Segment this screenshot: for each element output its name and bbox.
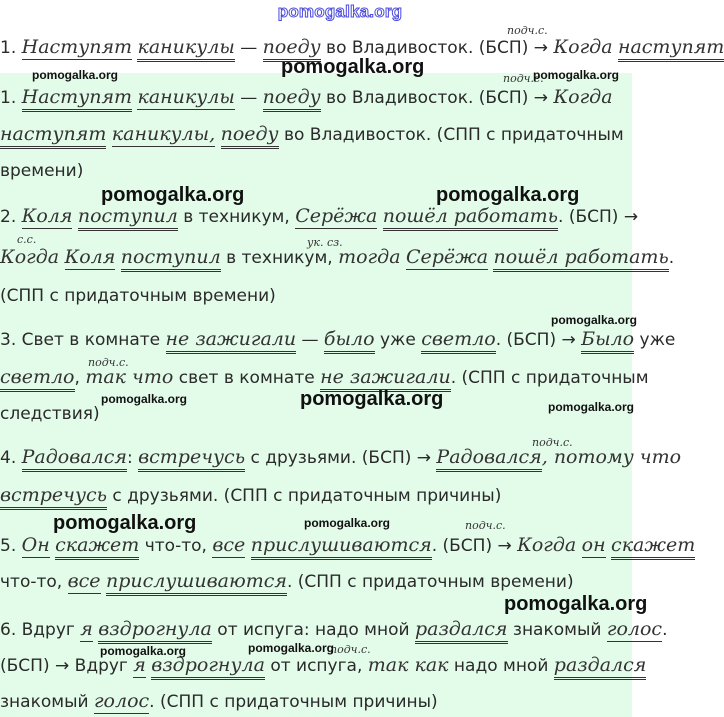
item-4-line-1: 4. Радовался: встречусь с друзьями. (БСП) → Радовался, потому что [0, 446, 681, 469]
item-5-line-1: 5. Он скажет что-то, все прислушиваются. (БСП) → Когда он скажет [0, 534, 695, 557]
item-2-line-1: 2. Коля поступил в техникум, Серёжа пошёл работать. (БСП) → [0, 205, 638, 228]
clause-note: подч.с. [532, 436, 573, 449]
item-3-line-2: светло, так что свет в комнате не зажигали. (СПП с придаточным [0, 366, 649, 389]
watermark: pomogalka.org [32, 68, 119, 82]
watermark: pomogalka.org [504, 593, 648, 615]
item-5-line-2: что-то, все прислушиваются. (СПП с придаточным времени) [0, 570, 574, 593]
item-3-line-3: следствия) [0, 404, 100, 424]
clause-note: подч.с. [503, 72, 544, 85]
site-header-logo: pomogalka.org [277, 2, 403, 21]
item-number: 1. [0, 38, 17, 58]
item-6-line-1: 6. Вдруг я вздрогнула от испуга: надо мной раздался знакомый голос. [0, 618, 667, 641]
watermark: pomogalka.org [304, 516, 391, 530]
item-1a-line-1: 1. Наступят каникулы — поеду во Владивосток. (БСП) → Когда наступят [0, 36, 724, 59]
item-6-line-3: знакомый голос. (СПП с придаточным причины) [0, 690, 438, 712]
watermark: pomogalka.org [548, 400, 635, 414]
watermark: pomogalka.org [100, 644, 187, 658]
item-2-line-3: (СПП с придаточным времени) [0, 286, 276, 306]
clause-note: подч.с. [507, 24, 548, 37]
item-1-line-2: наступят каникулы, поеду во Владивосток. (СПП с придаточным [0, 123, 624, 146]
item-1-line-3: времени) [0, 161, 84, 181]
clause-note: подч.с. [330, 643, 371, 656]
item-6-line-2: (БСП) → Вдруг я вздрогнула от испуга, так как надо мной раздался [0, 654, 646, 677]
watermark: pomogalka.org [551, 313, 638, 327]
clause-note: с.с. [17, 233, 37, 246]
item-4-line-2: встречусь с друзьями. (СПП с придаточным причины) [0, 484, 501, 507]
item-2-line-2: Когда Коля поступил в техникум, тогда Серёжа пошёл работать. [0, 246, 674, 269]
clause-note: подч.с. [88, 356, 129, 369]
item-1-line-1: 1. Наступят каникулы — поеду во Владивосток. (БСП) → Когда [0, 86, 613, 109]
watermark: pomogalka.org [101, 184, 245, 206]
clause-note: подч.с. [465, 519, 506, 532]
watermark: pomogalka.org [281, 56, 425, 78]
watermark: pomogalka.org [248, 641, 335, 655]
watermark: pomogalka.org [533, 68, 620, 82]
clause-note: ук. сз. [307, 236, 343, 249]
watermark: pomogalka.org [436, 184, 580, 206]
watermark: pomogalka.org [53, 512, 197, 534]
item-3-line-1: 3. Свет в комнате не зажигали — было уже светло. (БСП) → Было уже [0, 328, 675, 351]
watermark: pomogalka.org [101, 392, 188, 406]
watermark: pomogalka.org [300, 388, 444, 410]
